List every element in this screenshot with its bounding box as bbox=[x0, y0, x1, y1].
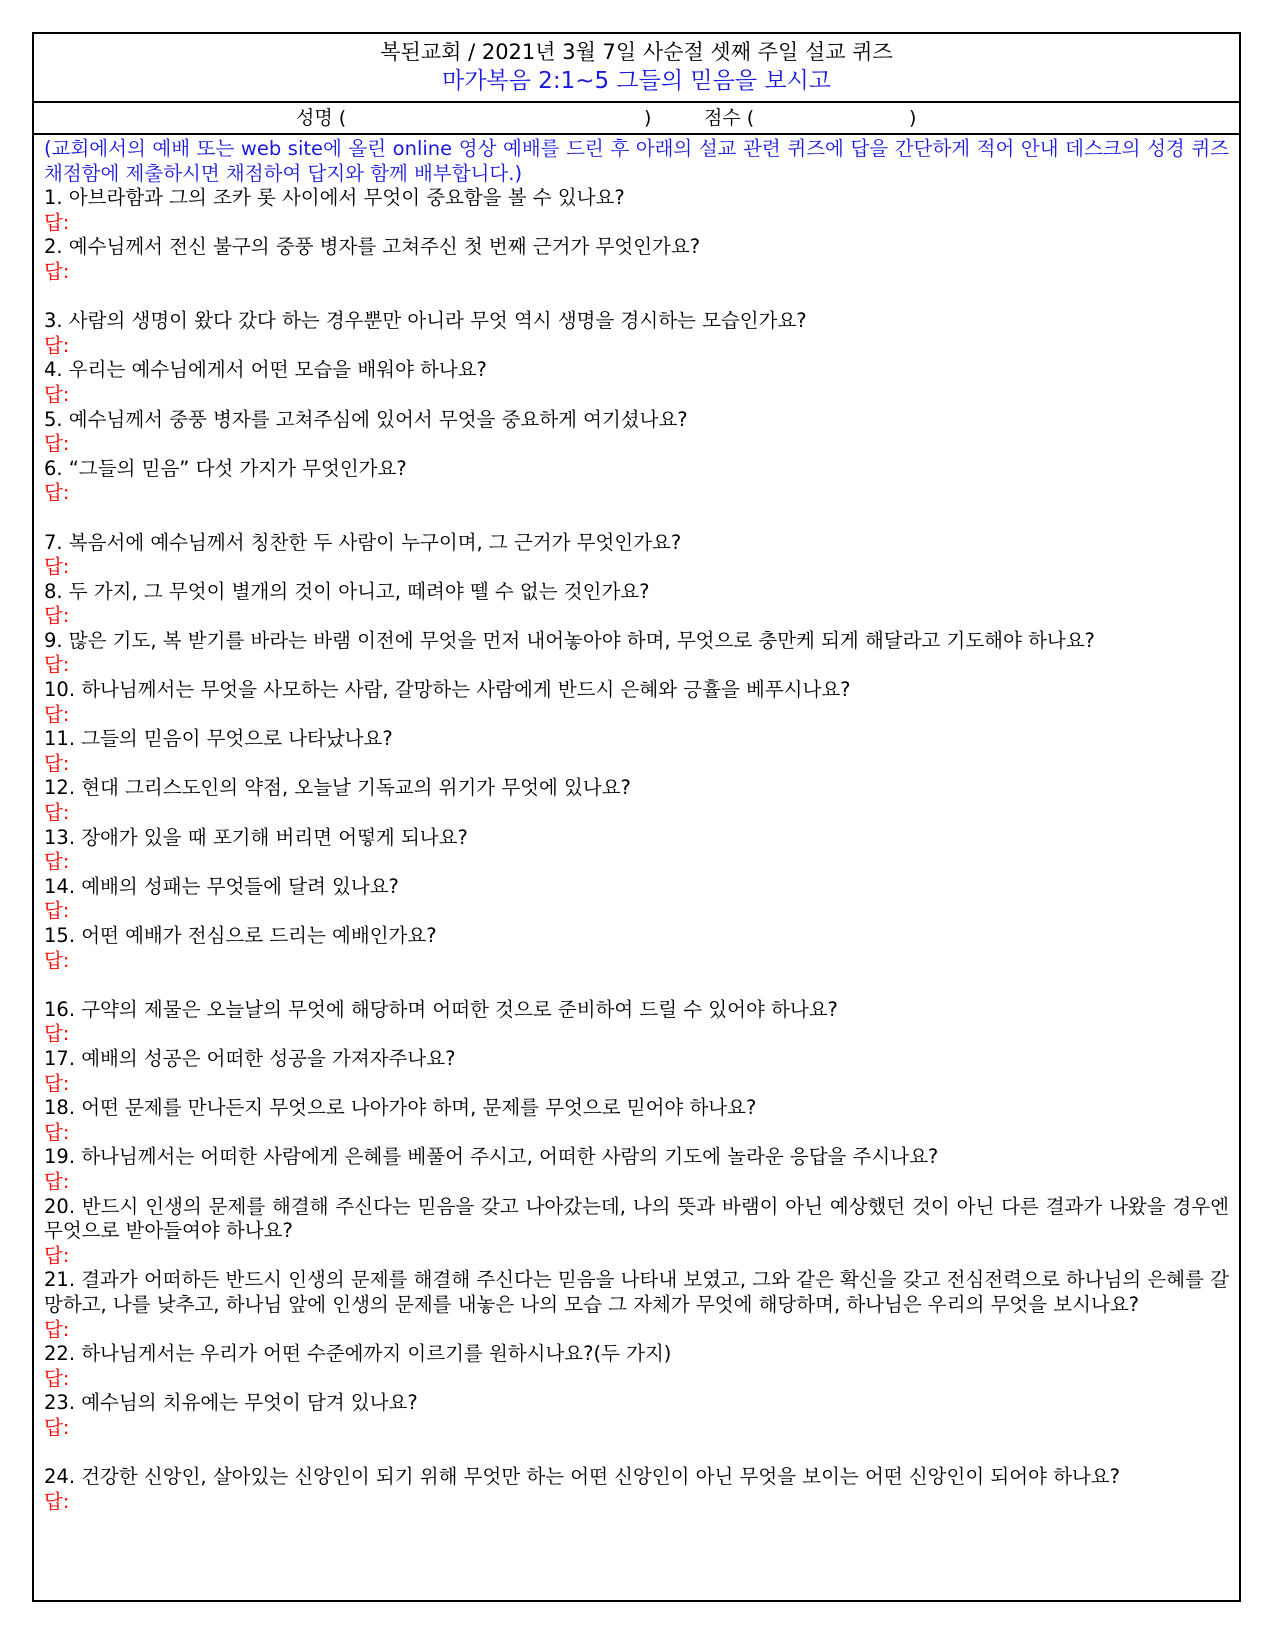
question-6: 6. “그들의 믿음” 다섯 가지가 무엇인가요? bbox=[44, 456, 407, 480]
sheet-header bbox=[34, 34, 1239, 103]
question-24: 24. 건강한 신앙인, 살아있는 신앙인이 되기 위해 무엇만 하는 어떤 신앙인이 아닌 무엇을 보이는 어떤 신앙인이 되어야 하나요? bbox=[44, 1465, 1120, 1489]
answer-label: 답: bbox=[44, 751, 70, 775]
question-23: 23. 예수님의 치유에는 무엇이 담겨 있나요? bbox=[44, 1391, 418, 1415]
page-title: 복된교회 / 2021년 3월 7일 사순절 셋째 주일 설교 퀴즈 bbox=[380, 40, 893, 64]
answer-label: 답: bbox=[44, 1243, 70, 1267]
question-13: 13. 장애가 있을 때 포기해 버리면 어떻게 되나요? bbox=[44, 825, 468, 849]
answer-label: 답: bbox=[44, 1366, 70, 1390]
answer-label: 답: bbox=[44, 899, 70, 923]
answer-label: 답: bbox=[44, 948, 70, 972]
question-4: 4. 우리는 예수님에게서 어떤 모습을 배워야 하나요? bbox=[44, 358, 487, 382]
question-19: 19. 하나님께서는 어떠한 사람에게 은혜를 베풀어 주시고, 어떠한 사람의 기도에 놀라운 응답을 주시나요? bbox=[44, 1145, 939, 1169]
question-7: 7. 복음서에 예수님께서 칭찬한 두 사람이 누구이며, 그 근거가 무엇인가요? bbox=[44, 530, 682, 554]
name-score-row bbox=[34, 103, 1239, 135]
answer-label: 답: bbox=[44, 801, 70, 825]
question-11: 11. 그들의 믿음이 무엇으로 나타났나요? bbox=[44, 727, 393, 751]
answer-label: 답: bbox=[44, 850, 70, 874]
question-12: 12. 현대 그리스도인의 약점, 오늘날 기독교의 위기가 무엇에 있나요? bbox=[44, 776, 631, 800]
quiz-content bbox=[34, 135, 1239, 1514]
score-close: ) bbox=[909, 107, 917, 129]
answer-label: 답: bbox=[44, 382, 70, 406]
answer-label: 답: bbox=[44, 1415, 70, 1439]
question-22: 22. 하나님게서는 우리가 어떤 수준에까지 이르기를 원하시나요?(두 가지) bbox=[44, 1342, 672, 1366]
quiz-sheet bbox=[32, 32, 1241, 1602]
question-15: 15. 어떤 예배가 전심으로 드리는 예배인가요? bbox=[44, 924, 437, 947]
answer-label: 답: bbox=[44, 604, 70, 628]
question-10: 10. 하나님께서는 무엇을 사모하는 사람, 갈망하는 사람에게 반드시 은혜와 긍휼을 베푸시나요? bbox=[44, 678, 851, 702]
question-17: 17. 예배의 성공은 어떠한 성공을 가져자주나요? bbox=[44, 1046, 456, 1070]
answer-label: 답: bbox=[44, 1317, 70, 1341]
question-14: 14. 예배의 성패는 무엇들에 달려 있나요? bbox=[44, 874, 399, 898]
answer-label: 답: bbox=[44, 1169, 70, 1193]
question-5: 5. 예수님께서 중풍 병자를 고쳐주심에 있어서 무엇을 중요하게 여기셨나요? bbox=[44, 407, 688, 431]
answer-label: 답: bbox=[44, 210, 70, 234]
answer-label: 답: bbox=[44, 333, 70, 357]
answer-label: 답: bbox=[44, 259, 70, 283]
answer-label: 답: bbox=[44, 1120, 70, 1144]
scripture-subtitle: 마가복음 2:1~5 그들의 믿음을 보시고 bbox=[442, 68, 831, 94]
name-label: 성명 ( bbox=[296, 107, 347, 129]
answer-label: 답: bbox=[44, 1071, 70, 1095]
answer-label: 답: bbox=[44, 702, 70, 726]
question-2: 2. 예수님께서 전신 불구의 중풍 병자를 고쳐주신 첫 번째 근거가 무엇인가요? bbox=[44, 235, 701, 259]
question-1: 1. 아브라함과 그의 조카 롯 사이에서 무엇이 중요함을 볼 수 있나요? bbox=[44, 186, 625, 210]
instructions-text: (교회에서의 예배 또는 web site에 올린 online 영상 예배를 드린 후 아래의 설교 관련 퀴즈에 답을 간단하게 적어 안내 데스크의 성경 퀴즈 채점함에 제출하시면 채점하여 답지와 함께 배부합니다.) bbox=[44, 137, 1229, 185]
question-18: 18. 어떤 문제를 만나든지 무엇으로 나아가야 하며, 문제를 무엇으로 믿어야 하나요? bbox=[44, 1096, 757, 1120]
answer-label: 답: bbox=[44, 653, 70, 677]
question-9: 9. 많은 기도, 복 받기를 바라는 바램 이전에 무엇을 먼저 내어놓아야 하며, 무엇으로 충만케 되게 해달라고 기도해야 하나요? bbox=[44, 628, 1095, 652]
name-close: ) bbox=[644, 107, 652, 129]
answer-label: 답: bbox=[44, 555, 70, 579]
score-label: 점수 ( bbox=[704, 107, 755, 129]
answer-label: 답: bbox=[44, 1489, 70, 1513]
question-20: 20. 반드시 인생의 문제를 해결해 주신다는 믿음을 갖고 나아갔는데, 나의 뜻과 바램이 아닌 예상했던 것이 아닌 다른 결과가 나왔을 경우엔 무엇으로 받아들여야 하나요? bbox=[44, 1194, 1229, 1243]
answer-label: 답: bbox=[44, 481, 70, 505]
answer-label: 답: bbox=[44, 432, 70, 456]
question-8: 8. 두 가지, 그 무엇이 별개의 것이 아니고, 떼려야 뗄 수 없는 것인가요? bbox=[44, 579, 650, 603]
question-3: 3. 사람의 생명이 왔다 갔다 하는 경우뿐만 아니라 무엇 역시 생명을 경시하는 모습인가요? bbox=[44, 309, 807, 333]
answer-label: 답: bbox=[44, 1022, 70, 1046]
question-16: 16. 구약의 제물은 오늘날의 무엇에 해당하며 어떠한 것으로 준비하여 드릴 수 있어야 하나요? bbox=[44, 997, 838, 1021]
question-21: 21. 결과가 어떠하든 반드시 인생의 문제를 해결해 주신다는 믿음을 나타내 보였고, 그와 같은 확신을 갖고 전심전력으로 하나님의 은혜를 갈망하고, 나를 낮추고, 하나님 앞에 인생의 문제를 내놓은 나의 모습 그 자체가 무엇에 해당하며, 하나님은 우리의 무엇을 보시나요? bbox=[44, 1268, 1229, 1316]
